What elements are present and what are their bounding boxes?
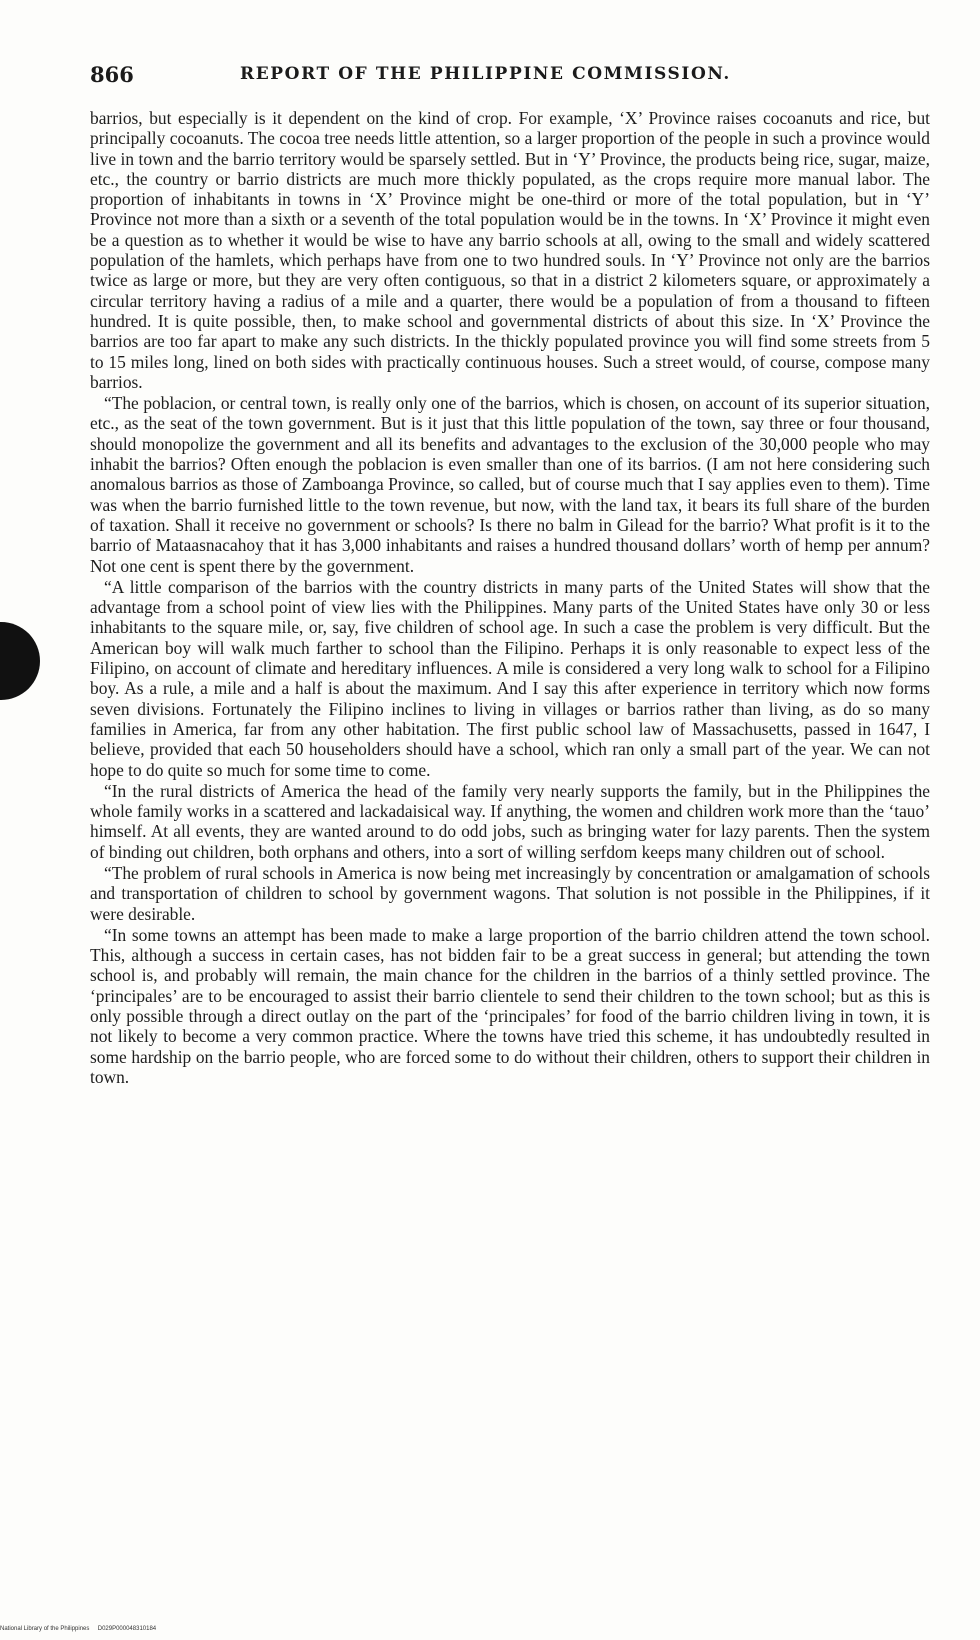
binding-tab-mark [0, 622, 40, 700]
scan-code: D029P000048310184 [97, 1626, 157, 1632]
scan-footer [0, 1626, 156, 1632]
library-credit: National Library of the Philippines [0, 1626, 90, 1632]
paragraph: “A little comparison of the barrios with the country districts in many parts of the United States will show that the advantage from a school point of view lies with the Philippines. Many parts of the United States have only 30 or less inhabitants to the square mile, or, say, five children of school age. In such a case the problem is very difficult. But the American boy will walk much farther to school than the Filipino. Perhaps it is only reasonable to expect less of the Filipino, on account of climate and hereditary influences. A mile is considered a very long walk to school for a Filipino boy. As a rule, a mile and a half is about the maximum. And I say this after experience in territory which now forms seven divisions. Fortunately the Filipino inclines to living in villages or barrios rather than living, as do so many families in America, far from any other habitation. The first public school law of Massachusetts, passed in 1647, I believe, provided that each 50 householders should have a school, which ran only a small part of the year. We can not hope to do quite so much for some time to come. [90, 576, 930, 780]
running-title: REPORT OF THE PHILIPPINE COMMISSION. [240, 64, 731, 84]
page-header [90, 62, 880, 94]
page-number: 866 [90, 62, 134, 87]
paragraph: “In some towns an attempt has been made to make a large proportion of the barrio children attend the town school. This, although a success in certain cases, has not bidden fair to be a great success in general; but attending the town school is, and probably will remain, the main chance for the children in the barrios of a thinly settled province. The ‘principales’ are to be encouraged to assist their barrio clientele to send their children to the town school; but as this is only possible through a direct outlay on the part of the ‘principales’ for food of the barrio children living in town, it is not likely to become a very common practice. Where the towns have tried this scheme, it has undoubtedly resulted in some hardship on the barrio people, who are forced some to do without their children, others to support their children in town. [90, 924, 930, 1087]
paragraph: “In the rural districts of America the head of the family very nearly supports the family, but in the Philippines the whole family works in a scattered and lackadaisical way. If anything, the women and children work more than the ‘tauo’ himself. At all events, they are wanted around to do odd jobs, such as bringing water for lazy parents. Then the system of binding out children, both orphans and others, into a sort of willing serfdom keeps many children out of school. [90, 780, 930, 862]
paragraph: “The poblacion, or central town, is really only one of the barrios, which is chosen, on account of its superior situation, etc., as the seat of the town government. But is it just that this little population of the town, say three or four thousand, should monopolize the government and all its benefits and advantages to the exclusion of the 30,000 people who may inhabit the barrios? Often enough the poblacion is even smaller than one of its barrios. (I am not here considering such anomalous barrios as those of Zamboanga Province, so called, but of course much that I say applies even to them). Time was when the barrio furnished little to the town revenue, but now, with the land tax, it bears its full share of the burden of taxation. Shall it receive no government or schools? Is there no balm in Gilead for the barrio? What profit is it to the barrio of Mataasnacahoy that it has 3,000 inhabitants and raises a hundred thousand dollars’ worth of hemp per annum? Not one cent is spent there by the government. [90, 393, 930, 576]
paragraph: “The problem of rural schools in America is now being met increasingly by concentration or amalgamation of schools and transportation of children to school by government wagons. That solution is not possible in the Philippines, if it were desirable. [90, 862, 930, 924]
body-text [90, 108, 930, 1088]
paragraph: barrios, but especially is it dependent on the kind of crop. For example, ‘X’ Province raises cocoanuts and rice, but principally cocoanuts. The cocoa tree needs little attention, so a larger proportion of the people in such a province would live in town and the barrio territory would be sparsely settled. But in ‘Y’ Province, the products being rice, sugar, maize, etc., the country or barrio districts are much more thickly populated, as the crops require more manual labor. The proportion of inhabitants in towns in ‘X’ Province might be one-third or more of the total population, but in ‘Y’ Province not more than a sixth or a seventh of the total population would be in the towns. In ‘X’ Province it might even be a question as to whether it would be wise to have any barrio schools at all, owing to the small and widely scattered population of the hamlets, which perhaps have from one to two hundred souls. In ‘Y’ Province not only are the barrios twice as large or more, but they are very often contiguous, so that in a district 2 kilometers square, or approximately a circular territory having a radius of a mile and a quarter, there would be a population of from a thousand to fifteen hundred. It is quite possible, then, to make school and governmental districts of about this size. In ‘X’ Province the barrios are too far apart to make any such districts. In the thickly populated province you will find some streets from 5 to 15 miles long, lined on both sides with practically continuous houses. Such a street would, of course, compose many barrios. [90, 108, 930, 392]
